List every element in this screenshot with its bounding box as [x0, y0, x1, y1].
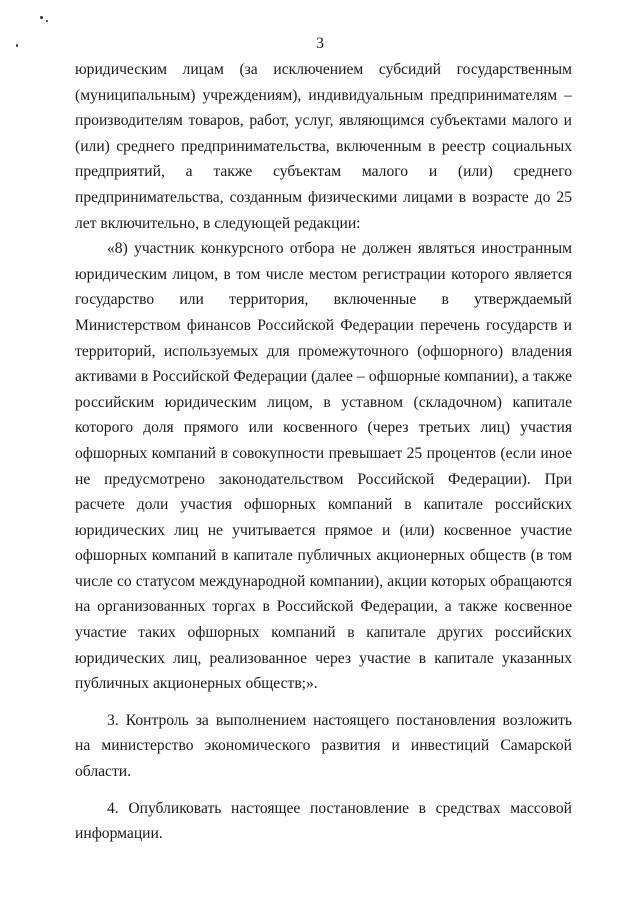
paragraph-clause-8: «8) участник конкурсного отбора не должен являться иностранным юридическим лицом, в том числе местом регистрации которого является государство или территория, включенные в утверждаемый Министерством финансов Российской Федерации перечень государств и территорий, используемых для промежуточного (офшорного) владения активами в Российской Федерации (далее – офшорные компании), а также российским юридическим лицом, в уставном (складочном) капитале которого доля прямого или косвенного (через третьих лиц) участия офшорных компаний в совокупности превышает 25 процентов (если иное не предусмотрено законодательством Российской Федерации). При расчете доли участия офшорных компаний в капитале российских юридических лиц не учитывается прямое и (или) косвенное участие офшорных компаний в капитале публичных акционерных обществ (в том числе со статусом международной компании), акции которых обращаются на организованных торгах в Российской Федерации, а также косвенное участие таких офшорных компаний в капитале других российских юридических лиц, реализованное через участие в капитале указанных публичных акционерных обществ;».	[75, 240, 572, 693]
page-number: 3	[316, 35, 324, 52]
paragraph-continuation: юридическим лицам (за исключением субсидий государственным (муниципальным) учреждениям), индивидуальным предпринимателям – производителям товаров, работ, услуг, являющимся субъектами малого и (или) среднего предпринимательства, включенным в реестр социальных предприятий, а также субъектам малого и (или) среднего предпринимательства, созданным физическими лицами в возрасте до 25 лет включительно, в следующей редакции:	[75, 61, 572, 232]
scan-speck	[46, 20, 48, 22]
paragraph-item-3: 3. Контроль за выполнением настоящего постановления возложить на министерство экономического развития и инвестиций Самарской области.	[75, 711, 572, 781]
paragraph-item-4: 4. Опубликовать настоящее постановление в средствах массовой информации.	[75, 799, 572, 843]
document-body	[75, 57, 572, 847]
scan-speck	[40, 16, 43, 19]
